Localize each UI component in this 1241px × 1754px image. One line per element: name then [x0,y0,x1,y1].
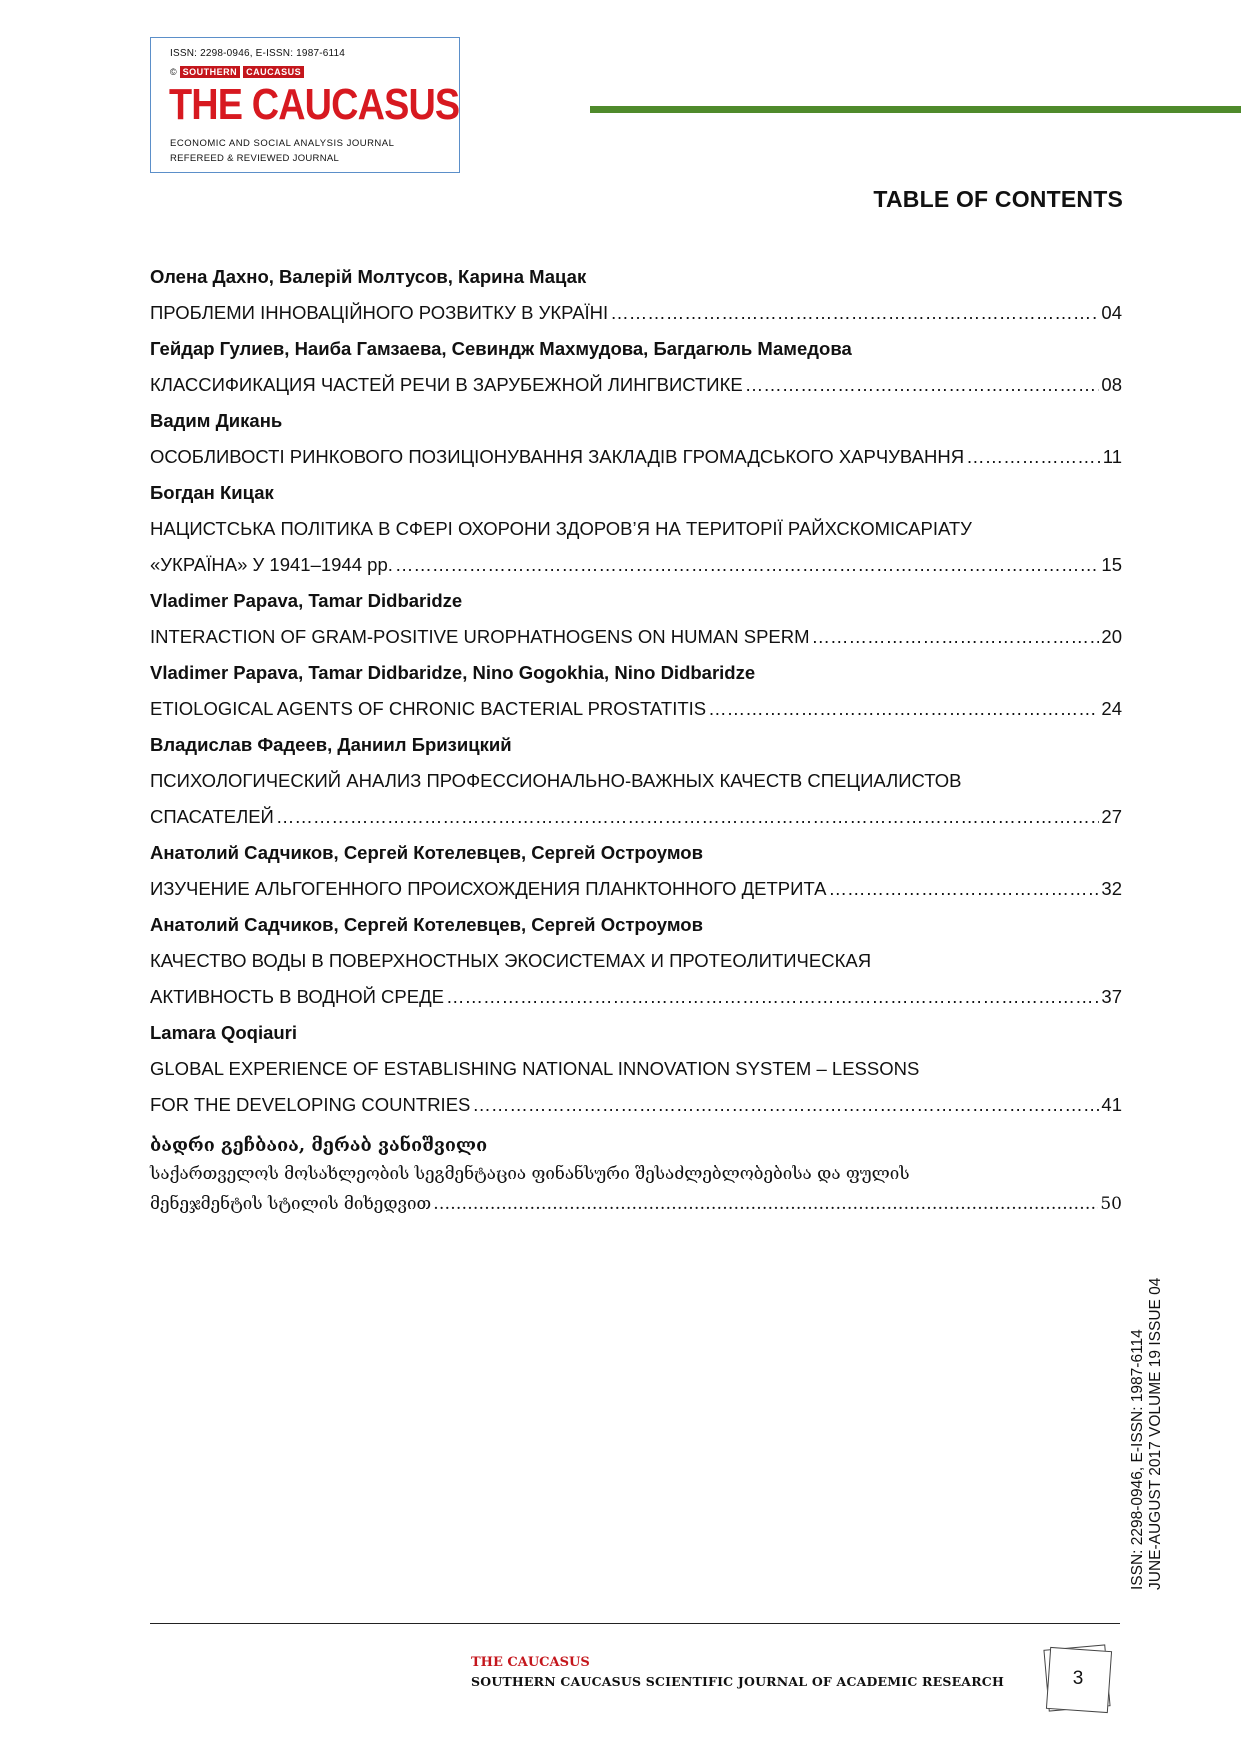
journal-logo [150,37,460,173]
toc-entry [150,658,1122,730]
toc-entry-title: ETIOLOGICAL AGENTS OF CHRONIC BACTERIAL PROSTATITIS [150,698,707,719]
toc-entry-title: ПРОБЛЕМИ ІННОВАЦІЙНОГО РОЗВИТКУ В УКРАЇНІ [150,302,609,323]
toc-entry-page: 15 [1101,554,1122,575]
toc-entry [150,406,1122,478]
logo-title: THE CAUCASUS [169,80,460,129]
toc-entry-authors: Анатолий Садчиков, Сергей Котелевцев, Сергей Остроумов [150,842,703,863]
toc-entry-title-line [150,874,1122,910]
toc-entry-title-line [150,298,1122,334]
toc-entry [150,910,1122,1018]
side-issn: ISSN: 2298-0946, E-ISSN: 1987-6114 [1129,1329,1146,1590]
dot-leader [708,694,1099,730]
toc-entry-title-line [150,622,1122,658]
logo-subtitle: ECONOMIC AND SOCIAL ANALYSIS JOURNAL [170,138,395,149]
toc-entry-title: ПСИХОЛОГИЧЕСКИЙ АНАЛИЗ ПРОФЕССИОНАЛЬНО-ВАЖНЫХ КАЧЕСТВ СПЕЦИАЛИСТОВ [150,770,962,791]
toc-entry [150,262,1122,334]
toc-entry [150,478,1122,586]
toc-entry [150,1132,1122,1220]
toc-entry-authors: Олена Дахно, Валерій Молтусов, Карина Мацак [150,266,587,287]
toc-entry-title-line [150,766,1122,802]
toc-entry-title: საქართველოს მოსახლეობის სეგმენტაცია ფინანსური შესაძლებლობებისა და ფულის [150,1164,910,1184]
toc-entry-page: 50 [1100,1194,1122,1214]
toc-entry-title: СПАСАТЕЛЕЙ [150,806,274,827]
table-of-contents [150,262,1122,1220]
toc-entry-page: 04 [1101,302,1122,323]
toc-entry-title: ОСОБЛИВОСТІ РИНКОВОГО ПОЗИЦІОНУВАННЯ ЗАКЛАДІВ ГРОМАДСЬКОГО ХАРЧУВАННЯ [150,446,965,467]
logo-tag-southern: SOUTHERN [180,66,241,78]
toc-entry-title: INTERACTION OF GRAM-POSITIVE UROPHATHOGENS ON HUMAN SPERM [150,626,810,647]
toc-entry [150,586,1122,658]
toc-entry-title-line [150,1054,1122,1090]
footer-journal-subtitle: SOUTHERN CAUCASUS SCIENTIFIC JOURNAL OF ACADEMIC RESEARCH [471,1674,1004,1689]
dot-leader [966,442,1101,478]
toc-entry-title-line [150,802,1122,838]
toc-entry-title-line [150,1160,1122,1190]
logo-issn: ISSN: 2298-0946, E-ISSN: 1987-6114 [170,48,346,59]
logo-refereed: REFEREED & REVIEWED JOURNAL [170,153,340,164]
dot-leader [472,1090,1099,1126]
toc-entry-title-line [150,1090,1122,1126]
footer-divider [150,1623,1120,1624]
dot-leader [812,622,1100,658]
dot-leader [395,550,1100,586]
footer [471,1655,1004,1689]
footer-journal-name: THE CAUCASUS [471,1655,590,1670]
toc-entry-title: მენეჯმენტის სტილის მიხედვით [150,1194,432,1214]
toc-entry-title: ИЗУЧЕНИЕ АЛЬГОГЕННОГО ПРОИСХОЖДЕНИЯ ПЛАНКТОННОГО ДЕТРИТА [150,878,827,899]
toc-entry-title-line [150,982,1122,1018]
toc-entry-title-line [150,442,1122,478]
toc-entry-title: АКТИВНОСТЬ В ВОДНОЙ СРЕДЕ [150,986,444,1007]
toc-entry-title-line [150,1190,1122,1220]
toc-entry-page: 08 [1101,374,1122,395]
toc-entry-page: 20 [1101,626,1122,647]
dot-leader [446,982,1099,1018]
toc-entry-authors: Гейдар Гулиев, Наиба Гамзаева, Севиндж Махмудова, Багдагюль Мамедова [150,338,852,359]
toc-entry-title: «УКРАЇНА» У 1941–1944 рр. [150,554,393,575]
toc-entry-page: 27 [1101,806,1122,827]
toc-entry-authors: ბადრი გეჩბაია, მერაბ ვანიშვილი [150,1135,488,1156]
toc-entry-title: НАЦИСТСЬКА ПОЛІТИКА В СФЕРІ ОХОРОНИ ЗДОРОВ’Я НА ТЕРИТОРІЇ РАЙХСКОМІСАРІАТУ [150,518,972,539]
toc-entry [150,1018,1122,1126]
toc-entry-authors: Владислав Фадеев, Даниил Бризицкий [150,734,512,755]
toc-entry-title-line [150,514,1122,550]
toc-entry-authors: Lamara Qoqiauri [150,1022,298,1043]
dot-leader [433,1190,1098,1220]
side-volume-issue: JUNE-AUGUST 2017 VOLUME 19 ISSUE 04 [1147,1277,1164,1590]
header-divider-bar [590,106,1241,113]
toc-entry-title: КАЧЕСТВО ВОДЫ В ПОВЕРХНОСТНЫХ ЭКОСИСТЕМАХ И ПРОТЕОЛИТИЧЕСКАЯ [150,950,872,971]
toc-entry-title-line [150,694,1122,730]
toc-entry-page: 41 [1101,1094,1122,1115]
page-title: TABLE OF CONTENTS [873,186,1123,212]
logo-tag-caucasus: CAUCASUS [243,66,304,78]
toc-entry-page: 37 [1101,986,1122,1007]
dot-leader [276,802,1100,838]
toc-entry-title-line [150,946,1122,982]
toc-entry-authors: Вадим Дикань [150,410,283,431]
page-number: 3 [1072,1668,1084,1689]
toc-entry-title: GLOBAL EXPERIENCE OF ESTABLISHING NATIONAL INNOVATION SYSTEM – LESSONS [150,1058,920,1079]
toc-entry-title: КЛАССИФИКАЦИЯ ЧАСТЕЙ РЕЧИ В ЗАРУБЕЖНОЙ ЛИНГВИСТИКЕ [150,374,743,395]
toc-entry-authors: Анатолий Садчиков, Сергей Котелевцев, Сергей Остроумов [150,914,703,935]
toc-entry-authors: Vladimer Papava, Tamar Didbaridze, Nino Gogokhia, Nino Didbaridze [150,662,756,683]
toc-entry-authors: Богдан Кицак [150,482,274,503]
logo-southern-caucasus [170,66,304,78]
dot-leader [828,874,1099,910]
toc-entry [150,334,1122,406]
toc-entry-title-line [150,550,1122,586]
toc-entry [150,838,1122,910]
toc-entry-page: 32 [1101,878,1122,899]
page-number-box [1042,1643,1114,1715]
toc-entry [150,730,1122,838]
toc-entry-title: FOR THE DEVELOPING COUNTRIES [150,1094,471,1115]
toc-entry-page: 24 [1101,698,1122,719]
dot-leader [745,370,1100,406]
dot-leader [610,298,1099,334]
toc-entry-authors: Vladimer Papava, Tamar Didbaridze [150,590,463,611]
toc-entry-page: 11 [1102,446,1122,467]
copyright-symbol: © [170,67,177,77]
side-issue-info [1129,1278,1165,1590]
toc-entry-title-line [150,370,1122,406]
